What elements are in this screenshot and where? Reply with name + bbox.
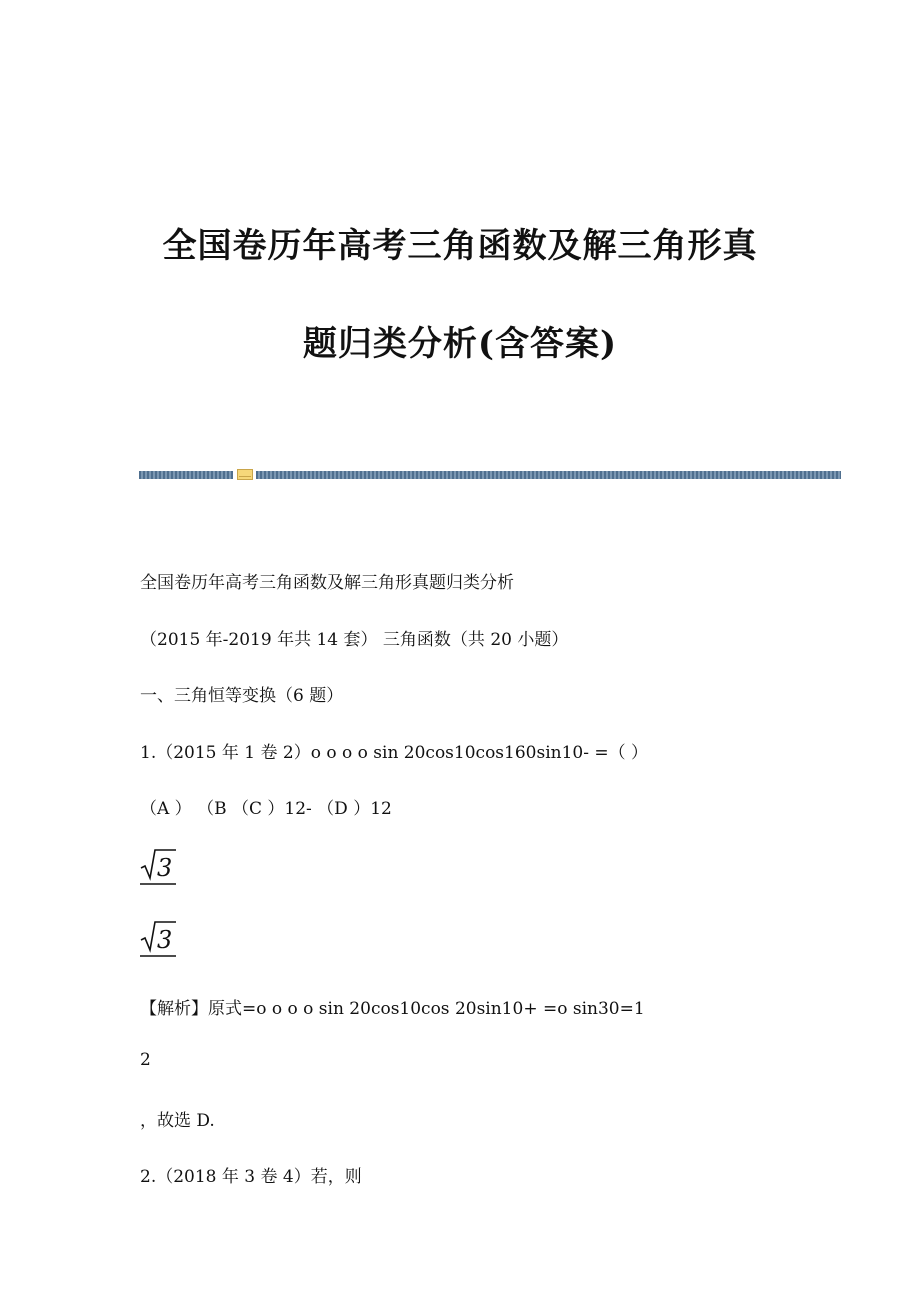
subtitle-line: 全国卷历年高考三角函数及解三角形真题归类分析 bbox=[140, 573, 514, 593]
document-title-line-1: 全国卷历年高考三角函数及解三角形真 bbox=[162, 226, 758, 266]
solution-line: 【解析】原式=o o o o sin 20cos10cos 20sin10+ =o sin30=1 bbox=[140, 999, 645, 1019]
solution-conclusion: ，故选 D. bbox=[140, 1111, 215, 1131]
question-1-options: （A ） （B （C ）12- （D ）12 bbox=[140, 799, 392, 819]
question-1: 1.（2015 年 1 卷 2）o o o o sin 20cos10cos160sin10- =（ ） bbox=[140, 743, 649, 763]
sqrt-3-formula-2 bbox=[140, 918, 176, 958]
envelope-icon bbox=[237, 469, 253, 480]
decorative-divider bbox=[139, 471, 841, 479]
solution-denominator: 2 bbox=[140, 1050, 151, 1070]
divider-bar-left bbox=[139, 471, 233, 479]
section-heading: 一、三角恒等变换（6 题） bbox=[140, 686, 344, 706]
sqrt-3-formula-1 bbox=[140, 846, 176, 886]
divider-bar-right bbox=[256, 471, 841, 479]
sqrt-3-digit-1: 3 bbox=[157, 854, 173, 882]
sqrt-3-digit-2: 3 bbox=[157, 926, 173, 954]
scope-line: （2015 年-2019 年共 14 套） 三角函数（共 20 小题） bbox=[140, 630, 569, 650]
document-title-line-2: 题归类分析(含答案) bbox=[302, 324, 618, 364]
question-2: 2.（2018 年 3 卷 4）若，则 bbox=[140, 1167, 362, 1187]
